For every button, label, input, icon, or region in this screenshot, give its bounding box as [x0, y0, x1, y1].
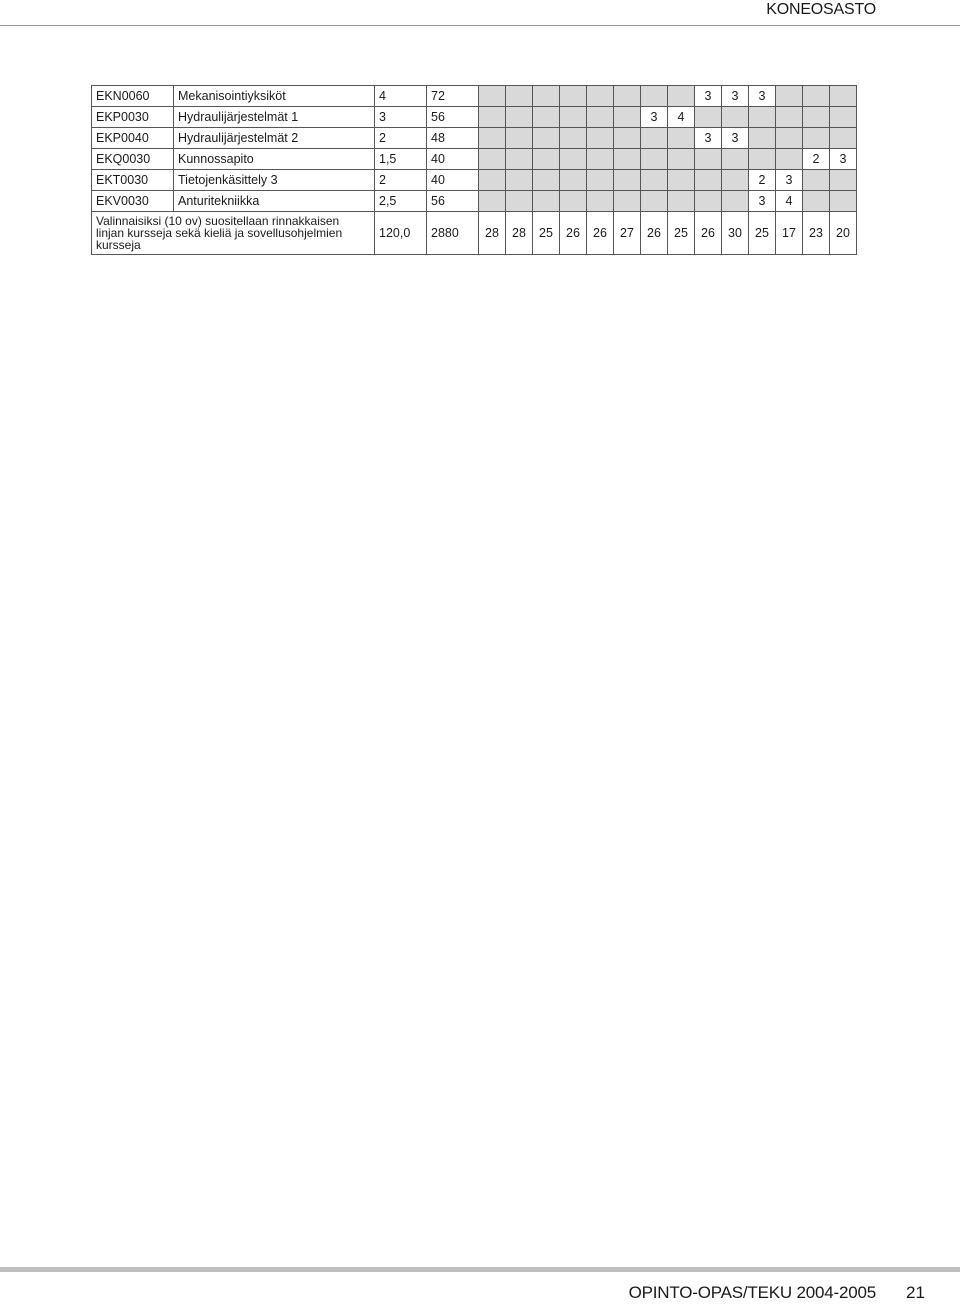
period-cell	[722, 149, 749, 170]
course-code: EKP0030	[92, 107, 174, 128]
period-total: 26	[587, 212, 614, 255]
period-cell	[641, 191, 668, 212]
period-cell	[533, 191, 560, 212]
period-total: 26	[695, 212, 722, 255]
table-row	[92, 149, 857, 170]
period-cell	[614, 170, 641, 191]
period-cell	[614, 86, 641, 107]
period-cell	[803, 107, 830, 128]
curriculum-table	[91, 85, 857, 255]
period-total: 28	[506, 212, 533, 255]
table-row	[92, 191, 857, 212]
period-cell	[506, 86, 533, 107]
period-cell	[479, 170, 506, 191]
period-cell	[587, 191, 614, 212]
period-cell: 4	[668, 107, 695, 128]
period-cell	[614, 149, 641, 170]
course-hours: 72	[427, 86, 479, 107]
period-cell	[533, 86, 560, 107]
period-cell	[560, 170, 587, 191]
period-cell	[641, 128, 668, 149]
period-total: 25	[668, 212, 695, 255]
period-cell	[776, 86, 803, 107]
course-name: Hydraulijärjestelmät 2	[174, 128, 375, 149]
period-cell	[506, 170, 533, 191]
section-title: KONEOSASTO	[766, 1, 876, 18]
period-cell	[641, 149, 668, 170]
table-row	[92, 107, 857, 128]
period-total: 25	[749, 212, 776, 255]
course-name: Anturitekniikka	[174, 191, 375, 212]
period-cell	[479, 107, 506, 128]
course-code: EKT0030	[92, 170, 174, 191]
totals-row	[92, 212, 857, 255]
period-total: 27	[614, 212, 641, 255]
period-cell: 4	[776, 191, 803, 212]
period-cell	[614, 191, 641, 212]
period-cell: 3	[749, 191, 776, 212]
period-cell	[749, 107, 776, 128]
period-total: 23	[803, 212, 830, 255]
footer-publication: OPINTO-OPAS/TEKU 2004-2005	[628, 1283, 876, 1302]
period-cell	[695, 149, 722, 170]
period-cell	[587, 107, 614, 128]
period-cell	[830, 170, 857, 191]
period-cell	[614, 107, 641, 128]
table-row	[92, 86, 857, 107]
period-cell	[668, 191, 695, 212]
period-cell	[533, 107, 560, 128]
period-cell	[668, 170, 695, 191]
period-cell: 3	[830, 149, 857, 170]
period-total: 26	[641, 212, 668, 255]
period-cell	[614, 128, 641, 149]
period-cell	[830, 86, 857, 107]
course-name: Hydraulijärjestelmät 1	[174, 107, 375, 128]
course-credits: 3	[375, 107, 427, 128]
course-name: Kunnossapito	[174, 149, 375, 170]
period-cell: 3	[695, 128, 722, 149]
period-cell	[830, 107, 857, 128]
course-hours: 56	[427, 107, 479, 128]
period-cell	[776, 149, 803, 170]
period-cell	[722, 191, 749, 212]
footer-divider	[0, 1267, 960, 1272]
period-cell	[722, 107, 749, 128]
period-cell	[803, 170, 830, 191]
period-cell	[776, 128, 803, 149]
table-row	[92, 128, 857, 149]
period-total: 26	[560, 212, 587, 255]
course-hours: 40	[427, 149, 479, 170]
period-cell	[749, 149, 776, 170]
period-cell: 2	[803, 149, 830, 170]
course-rows	[92, 86, 857, 255]
electives-note: Valinnaisiksi (10 ov) suositellaan rinnakkaisen linjan kursseja sekä kieliä ja sovellusohjelmien kursseja	[92, 212, 375, 255]
course-code: EKP0040	[92, 128, 174, 149]
course-hours: 48	[427, 128, 479, 149]
period-cell	[533, 170, 560, 191]
period-cell	[803, 191, 830, 212]
course-credits: 2,5	[375, 191, 427, 212]
period-cell	[803, 128, 830, 149]
period-cell	[803, 86, 830, 107]
period-cell	[587, 149, 614, 170]
period-cell	[560, 149, 587, 170]
period-cell	[479, 191, 506, 212]
period-cell	[533, 128, 560, 149]
total-hours: 2880	[427, 212, 479, 255]
period-cell	[560, 191, 587, 212]
period-cell: 3	[695, 86, 722, 107]
period-cell: 3	[722, 128, 749, 149]
course-hours: 40	[427, 170, 479, 191]
course-code: EKN0060	[92, 86, 174, 107]
period-cell	[722, 170, 749, 191]
period-cell	[695, 191, 722, 212]
period-cell	[587, 128, 614, 149]
course-code: EKQ0030	[92, 149, 174, 170]
period-total: 28	[479, 212, 506, 255]
period-cell	[668, 86, 695, 107]
period-cell: 3	[749, 86, 776, 107]
period-cell	[479, 149, 506, 170]
period-total: 30	[722, 212, 749, 255]
course-credits: 4	[375, 86, 427, 107]
course-name: Mekanisointiyksiköt	[174, 86, 375, 107]
period-cell: 3	[641, 107, 668, 128]
period-cell	[830, 191, 857, 212]
period-cell	[695, 170, 722, 191]
period-cell	[533, 149, 560, 170]
table-row	[92, 170, 857, 191]
period-cell	[830, 128, 857, 149]
course-hours: 56	[427, 191, 479, 212]
period-cell	[668, 128, 695, 149]
period-cell	[749, 128, 776, 149]
period-cell	[668, 149, 695, 170]
period-cell	[776, 107, 803, 128]
period-cell	[587, 86, 614, 107]
period-cell	[479, 128, 506, 149]
course-code: EKV0030	[92, 191, 174, 212]
period-total: 17	[776, 212, 803, 255]
period-total: 20	[830, 212, 857, 255]
period-cell	[560, 86, 587, 107]
period-cell	[641, 170, 668, 191]
period-cell	[506, 107, 533, 128]
course-credits: 1,5	[375, 149, 427, 170]
period-cell	[641, 86, 668, 107]
period-cell	[506, 128, 533, 149]
period-cell	[695, 107, 722, 128]
period-cell	[587, 170, 614, 191]
total-credits: 120,0	[375, 212, 427, 255]
page-number: 21	[906, 1283, 925, 1302]
period-cell: 3	[776, 170, 803, 191]
period-cell	[479, 86, 506, 107]
course-credits: 2	[375, 128, 427, 149]
period-cell	[560, 107, 587, 128]
period-cell: 3	[722, 86, 749, 107]
course-name: Tietojenkäsittely 3	[174, 170, 375, 191]
period-cell	[506, 149, 533, 170]
period-cell: 2	[749, 170, 776, 191]
period-cell	[506, 191, 533, 212]
period-cell	[560, 128, 587, 149]
period-total: 25	[533, 212, 560, 255]
course-credits: 2	[375, 170, 427, 191]
header-divider	[0, 25, 960, 26]
